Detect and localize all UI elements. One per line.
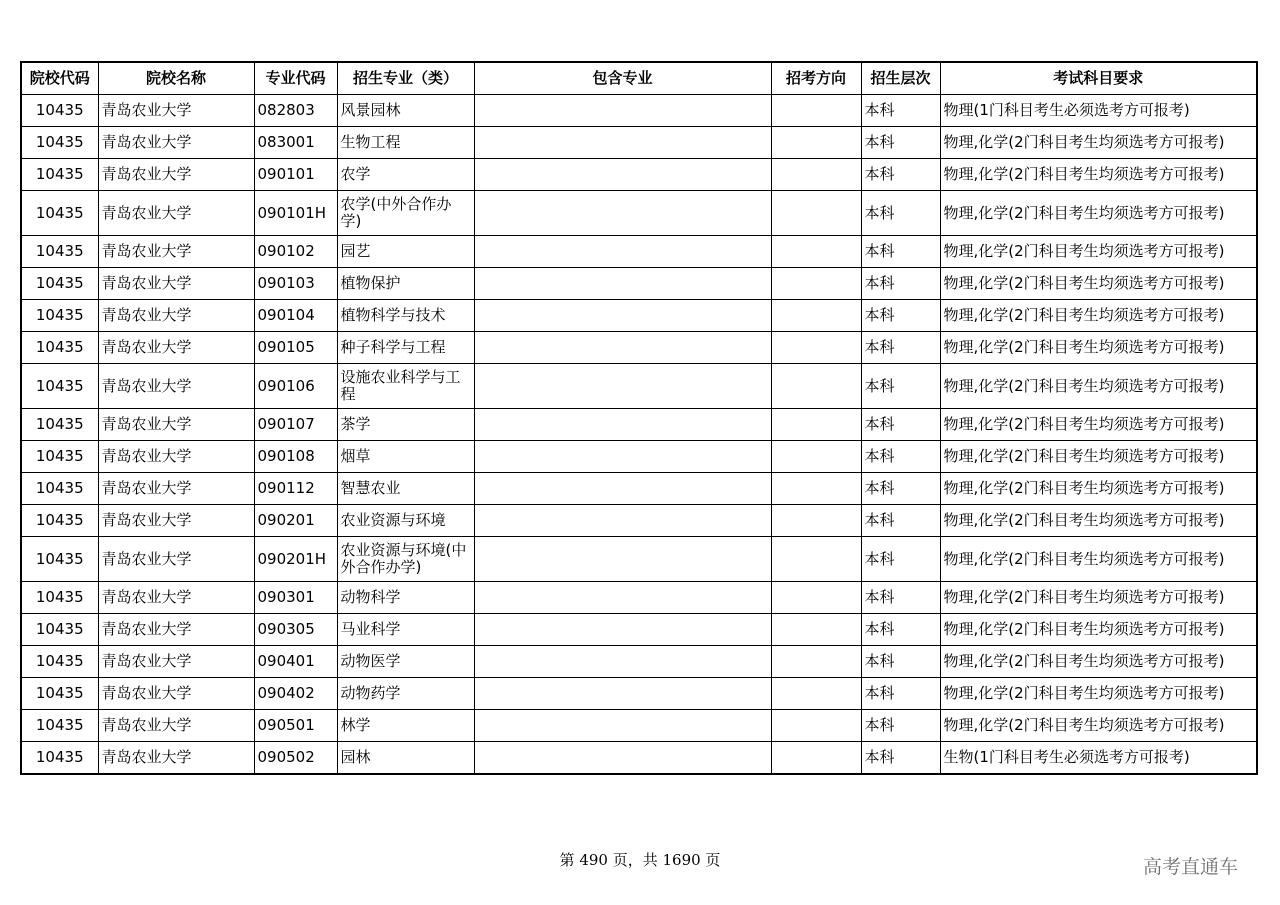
cell-level: 本科 (861, 505, 940, 537)
cell-direction (771, 678, 861, 710)
cell-major-code: 090108 (254, 441, 337, 473)
cell-includes (474, 127, 771, 159)
cell-major-code: 090402 (254, 678, 337, 710)
cell-includes (474, 332, 771, 364)
cell-requirement: 物理,化学(2门科目考生均须选考方可报考) (940, 473, 1257, 505)
cell-level: 本科 (861, 582, 940, 614)
cell-school-code: 10435 (21, 537, 98, 582)
cell-direction (771, 364, 861, 409)
cell-major-code: 090101 (254, 159, 337, 191)
cell-direction (771, 537, 861, 582)
cell-school-name: 青岛农业大学 (98, 678, 254, 710)
cell-school-code: 10435 (21, 409, 98, 441)
cell-major-code: 090102 (254, 236, 337, 268)
cell-requirement: 物理,化学(2门科目考生均须选考方可报考) (940, 364, 1257, 409)
cell-major: 生物工程 (337, 127, 474, 159)
cell-major: 马业科学 (337, 614, 474, 646)
cell-requirement: 物理,化学(2门科目考生均须选考方可报考) (940, 614, 1257, 646)
cell-school-name: 青岛农业大学 (98, 236, 254, 268)
table-row (21, 332, 1257, 364)
cell-school-code: 10435 (21, 95, 98, 127)
table-row (21, 614, 1257, 646)
cell-major: 设施农业科学与工程 (337, 364, 474, 409)
cell-major-code: 090101H (254, 191, 337, 236)
cell-level: 本科 (861, 236, 940, 268)
cell-requirement: 物理,化学(2门科目考生均须选考方可报考) (940, 582, 1257, 614)
cell-major: 植物保护 (337, 268, 474, 300)
cell-school-code: 10435 (21, 268, 98, 300)
table-row (21, 678, 1257, 710)
cell-requirement: 物理,化学(2门科目考生均须选考方可报考) (940, 300, 1257, 332)
cell-school-name: 青岛农业大学 (98, 300, 254, 332)
cell-includes (474, 582, 771, 614)
header-major-code: 专业代码 (254, 62, 337, 95)
cell-school-code: 10435 (21, 710, 98, 742)
cell-major: 植物科学与技术 (337, 300, 474, 332)
table-row (21, 473, 1257, 505)
admission-table (20, 61, 1258, 775)
cell-requirement: 物理,化学(2门科目考生均须选考方可报考) (940, 191, 1257, 236)
cell-requirement: 生物(1门科目考生必须选考方可报考) (940, 742, 1257, 775)
cell-direction (771, 582, 861, 614)
cell-school-code: 10435 (21, 159, 98, 191)
cell-direction (771, 95, 861, 127)
cell-requirement: 物理,化学(2门科目考生均须选考方可报考) (940, 332, 1257, 364)
cell-school-code: 10435 (21, 127, 98, 159)
cell-school-code: 10435 (21, 582, 98, 614)
cell-level: 本科 (861, 441, 940, 473)
cell-level: 本科 (861, 268, 940, 300)
cell-major-code: 090106 (254, 364, 337, 409)
cell-school-name: 青岛农业大学 (98, 537, 254, 582)
table-row (21, 505, 1257, 537)
cell-includes (474, 473, 771, 505)
header-major: 招生专业（类） (337, 62, 474, 95)
cell-includes (474, 159, 771, 191)
cell-major: 园艺 (337, 236, 474, 268)
cell-major-code: 090201H (254, 537, 337, 582)
header-includes: 包含专业 (474, 62, 771, 95)
cell-requirement: 物理,化学(2门科目考生均须选考方可报考) (940, 236, 1257, 268)
cell-level: 本科 (861, 710, 940, 742)
cell-includes (474, 268, 771, 300)
header-row (21, 62, 1257, 95)
header-school-name: 院校名称 (98, 62, 254, 95)
cell-major-code: 090103 (254, 268, 337, 300)
cell-school-name: 青岛农业大学 (98, 159, 254, 191)
cell-school-code: 10435 (21, 300, 98, 332)
cell-major: 茶学 (337, 409, 474, 441)
table-row (21, 441, 1257, 473)
cell-includes (474, 710, 771, 742)
cell-school-name: 青岛农业大学 (98, 409, 254, 441)
cell-includes (474, 742, 771, 775)
cell-level: 本科 (861, 537, 940, 582)
cell-school-code: 10435 (21, 441, 98, 473)
cell-major: 动物科学 (337, 582, 474, 614)
cell-school-code: 10435 (21, 646, 98, 678)
cell-includes (474, 191, 771, 236)
cell-direction (771, 710, 861, 742)
cell-level: 本科 (861, 127, 940, 159)
cell-school-name: 青岛农业大学 (98, 364, 254, 409)
cell-school-name: 青岛农业大学 (98, 332, 254, 364)
cell-includes (474, 95, 771, 127)
cell-includes (474, 646, 771, 678)
cell-level: 本科 (861, 159, 940, 191)
table-row (21, 95, 1257, 127)
cell-includes (474, 441, 771, 473)
cell-direction (771, 300, 861, 332)
cell-level: 本科 (861, 95, 940, 127)
cell-level: 本科 (861, 332, 940, 364)
cell-school-code: 10435 (21, 614, 98, 646)
cell-major: 农学 (337, 159, 474, 191)
cell-school-name: 青岛农业大学 (98, 127, 254, 159)
cell-major-code: 090305 (254, 614, 337, 646)
cell-direction (771, 646, 861, 678)
cell-major: 园林 (337, 742, 474, 775)
cell-level: 本科 (861, 191, 940, 236)
cell-major: 智慧农业 (337, 473, 474, 505)
cell-major: 农业资源与环境(中外合作办学) (337, 537, 474, 582)
cell-requirement: 物理,化学(2门科目考生均须选考方可报考) (940, 678, 1257, 710)
cell-requirement: 物理,化学(2门科目考生均须选考方可报考) (940, 646, 1257, 678)
cell-school-code: 10435 (21, 742, 98, 775)
cell-major-code: 090112 (254, 473, 337, 505)
table-row (21, 159, 1257, 191)
cell-includes (474, 537, 771, 582)
cell-school-name: 青岛农业大学 (98, 268, 254, 300)
cell-direction (771, 236, 861, 268)
cell-school-code: 10435 (21, 236, 98, 268)
cell-major-code: 090301 (254, 582, 337, 614)
cell-requirement: 物理,化学(2门科目考生均须选考方可报考) (940, 441, 1257, 473)
table-row (21, 537, 1257, 582)
cell-school-name: 青岛农业大学 (98, 710, 254, 742)
cell-major-code: 090401 (254, 646, 337, 678)
cell-requirement: 物理(1门科目考生必须选考方可报考) (940, 95, 1257, 127)
cell-school-name: 青岛农业大学 (98, 614, 254, 646)
table-row (21, 742, 1257, 775)
cell-major-code: 082803 (254, 95, 337, 127)
cell-major: 种子科学与工程 (337, 332, 474, 364)
cell-major-code: 090201 (254, 505, 337, 537)
header-level: 招生层次 (861, 62, 940, 95)
cell-direction (771, 614, 861, 646)
cell-school-name: 青岛农业大学 (98, 191, 254, 236)
cell-includes (474, 614, 771, 646)
cell-school-code: 10435 (21, 191, 98, 236)
cell-direction (771, 191, 861, 236)
cell-level: 本科 (861, 614, 940, 646)
header-direction: 招考方向 (771, 62, 861, 95)
cell-school-name: 青岛农业大学 (98, 95, 254, 127)
watermark-text: 高考直通车 (1143, 856, 1239, 878)
cell-school-code: 10435 (21, 678, 98, 710)
cell-direction (771, 473, 861, 505)
cell-direction (771, 409, 861, 441)
cell-requirement: 物理,化学(2门科目考生均须选考方可报考) (940, 159, 1257, 191)
page-number: 第 490 页，共 1690 页 (559, 851, 721, 869)
cell-school-code: 10435 (21, 364, 98, 409)
table-row (21, 409, 1257, 441)
cell-direction (771, 441, 861, 473)
cell-level: 本科 (861, 678, 940, 710)
cell-requirement: 物理,化学(2门科目考生均须选考方可报考) (940, 537, 1257, 582)
cell-requirement: 物理,化学(2门科目考生均须选考方可报考) (940, 710, 1257, 742)
table-row (21, 300, 1257, 332)
cell-major-code: 083001 (254, 127, 337, 159)
cell-direction (771, 127, 861, 159)
cell-requirement: 物理,化学(2门科目考生均须选考方可报考) (940, 505, 1257, 537)
cell-includes (474, 505, 771, 537)
cell-school-name: 青岛农业大学 (98, 473, 254, 505)
cell-major: 动物药学 (337, 678, 474, 710)
cell-direction (771, 505, 861, 537)
cell-school-name: 青岛农业大学 (98, 742, 254, 775)
cell-school-name: 青岛农业大学 (98, 505, 254, 537)
table-row (21, 710, 1257, 742)
cell-includes (474, 364, 771, 409)
cell-school-code: 10435 (21, 505, 98, 537)
cell-major-code: 090104 (254, 300, 337, 332)
cell-major-code: 090502 (254, 742, 337, 775)
cell-direction (771, 742, 861, 775)
cell-level: 本科 (861, 742, 940, 775)
cell-major: 农业资源与环境 (337, 505, 474, 537)
table-row (21, 646, 1257, 678)
cell-level: 本科 (861, 646, 940, 678)
cell-school-name: 青岛农业大学 (98, 582, 254, 614)
cell-includes (474, 678, 771, 710)
cell-requirement: 物理,化学(2门科目考生均须选考方可报考) (940, 268, 1257, 300)
cell-includes (474, 409, 771, 441)
cell-level: 本科 (861, 364, 940, 409)
table-row (21, 236, 1257, 268)
cell-requirement: 物理,化学(2门科目考生均须选考方可报考) (940, 409, 1257, 441)
cell-direction (771, 159, 861, 191)
cell-direction (771, 332, 861, 364)
cell-level: 本科 (861, 409, 940, 441)
cell-level: 本科 (861, 473, 940, 505)
cell-includes (474, 300, 771, 332)
header-school-code: 院校代码 (21, 62, 98, 95)
cell-major-code: 090501 (254, 710, 337, 742)
cell-major: 林学 (337, 710, 474, 742)
cell-school-code: 10435 (21, 332, 98, 364)
cell-includes (474, 236, 771, 268)
cell-major: 农学(中外合作办学) (337, 191, 474, 236)
cell-level: 本科 (861, 300, 940, 332)
cell-major: 烟草 (337, 441, 474, 473)
cell-school-name: 青岛农业大学 (98, 441, 254, 473)
table-row (21, 364, 1257, 409)
cell-major-code: 090105 (254, 332, 337, 364)
table-row (21, 127, 1257, 159)
cell-major: 动物医学 (337, 646, 474, 678)
table-row (21, 191, 1257, 236)
cell-major: 风景园林 (337, 95, 474, 127)
cell-major-code: 090107 (254, 409, 337, 441)
cell-requirement: 物理,化学(2门科目考生均须选考方可报考) (940, 127, 1257, 159)
cell-school-code: 10435 (21, 473, 98, 505)
cell-direction (771, 268, 861, 300)
table-row (21, 582, 1257, 614)
cell-school-name: 青岛农业大学 (98, 646, 254, 678)
header-requirement: 考试科目要求 (940, 62, 1257, 95)
table-row (21, 268, 1257, 300)
